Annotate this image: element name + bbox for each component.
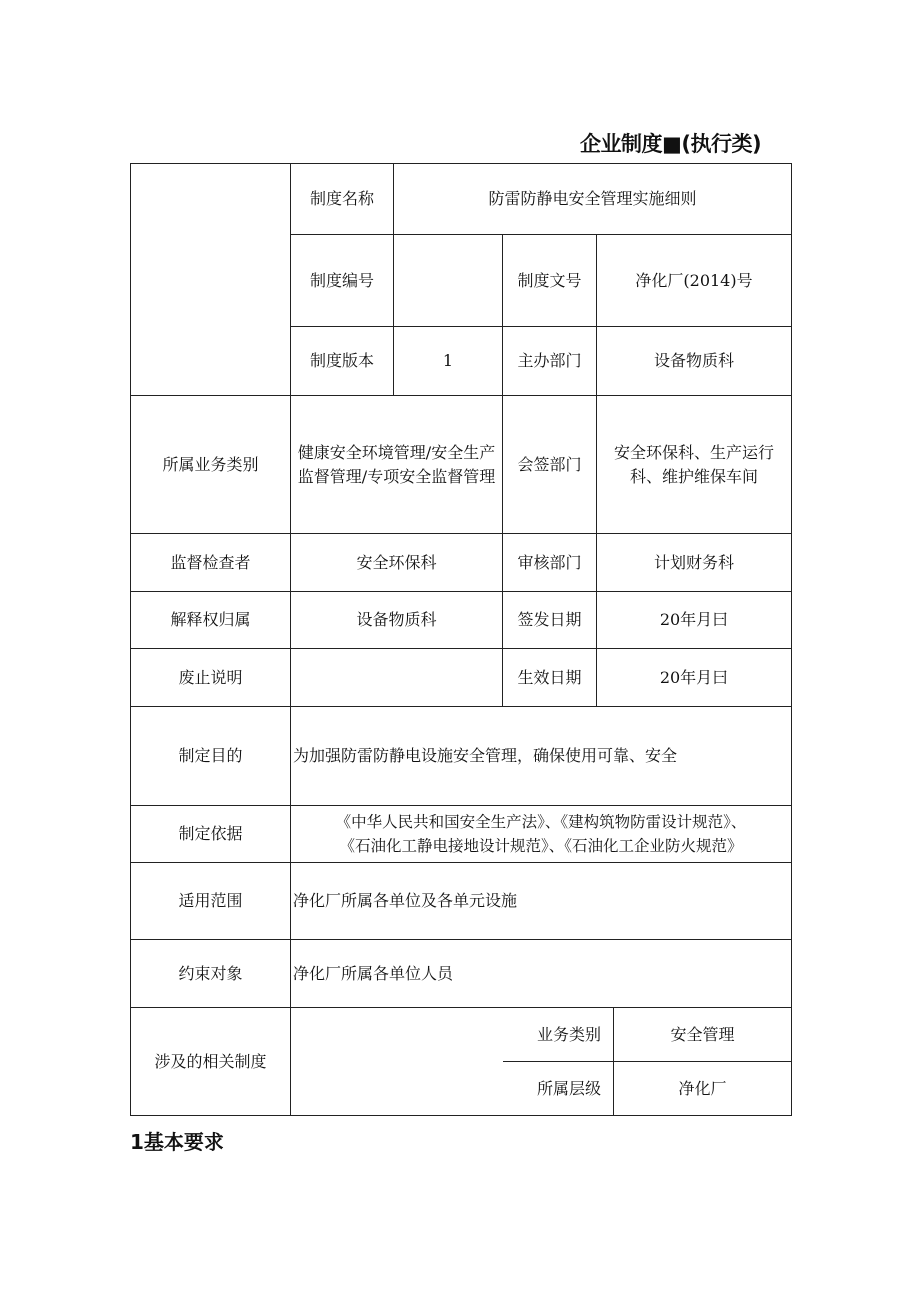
- table-row: [131, 863, 792, 940]
- blank-cell: [131, 164, 291, 396]
- table-row: [131, 940, 792, 1008]
- supervisor-value: 安全环保科: [291, 534, 503, 592]
- purpose-label: 制定目的: [131, 707, 291, 806]
- basis-line-1: 《中华人民共和国安全生产法》、《建构筑物防雷设计规范》、: [335, 813, 747, 831]
- abolish-label: 废止说明: [131, 649, 291, 707]
- host-dept-label: 主办部门: [503, 327, 597, 396]
- cosign-label: 会签部门: [503, 396, 597, 534]
- name-label: 制度名称: [291, 164, 394, 235]
- version-value: 1: [394, 327, 503, 396]
- number-label: 制度编号: [291, 235, 394, 327]
- review-value: 计划财务科: [597, 534, 792, 592]
- interpret-value: 设备物质科: [291, 592, 503, 649]
- table-row: [131, 592, 792, 649]
- supervisor-label: 监督检查者: [131, 534, 291, 592]
- host-dept-value: 设备物质科: [597, 327, 792, 396]
- docno-value: 净化厂(2014)号: [597, 235, 792, 327]
- basis-value: [291, 806, 792, 863]
- scope-value: 净化厂所属各单位及各单元设施: [291, 863, 792, 940]
- table-row: [131, 649, 792, 707]
- cosign-value: 安全环保科、生产运行科、维护维保车间: [597, 396, 792, 534]
- effective-date-label: 生效日期: [503, 649, 597, 707]
- table-row: [131, 164, 792, 235]
- issue-date-value: 20年月曰: [597, 592, 792, 649]
- abolish-value: [291, 649, 503, 707]
- category-value: 健康安全环境管理/安全生产监督管理/专项安全监督管理: [291, 396, 503, 534]
- regulation-info-table: [130, 163, 792, 1116]
- interpret-label: 解释权归属: [131, 592, 291, 649]
- name-value: 防雷防静电安全管理实施细则: [394, 164, 792, 235]
- review-label: 审核部门: [503, 534, 597, 592]
- level-value: 净化厂: [614, 1062, 792, 1116]
- table-row: [131, 1008, 792, 1062]
- category-label: 所属业务类别: [131, 396, 291, 534]
- issue-date-label: 签发日期: [503, 592, 597, 649]
- related-blank: [291, 1008, 503, 1116]
- biz-type-label: 业务类别: [503, 1008, 614, 1062]
- docno-label: 制度文号: [503, 235, 597, 327]
- scope-label: 适用范围: [131, 863, 291, 940]
- section-heading: 1基本要求: [130, 1130, 224, 1154]
- table-row: [131, 707, 792, 806]
- table-row: [131, 396, 792, 534]
- biz-type-value: 安全管理: [614, 1008, 792, 1062]
- number-value: [394, 235, 503, 327]
- document-category-title: 企业制度■(执行类): [580, 132, 762, 156]
- target-value: 净化厂所属各单位人员: [291, 940, 792, 1008]
- effective-date-value: 20年月曰: [597, 649, 792, 707]
- level-label: 所属层级: [503, 1062, 614, 1116]
- target-label: 约束对象: [131, 940, 291, 1008]
- table-row: [131, 806, 792, 863]
- table-row: [131, 534, 792, 592]
- basis-line-2: 《石油化工静电接地设计规范》、《石油化工企业防火规范》: [339, 837, 743, 855]
- related-label: 涉及的相关制度: [131, 1008, 291, 1116]
- basis-label: 制定依据: [131, 806, 291, 863]
- purpose-value: 为加强防雷防静电设施安全管理，确保使用可靠、安全: [291, 707, 792, 806]
- version-label: 制度版本: [291, 327, 394, 396]
